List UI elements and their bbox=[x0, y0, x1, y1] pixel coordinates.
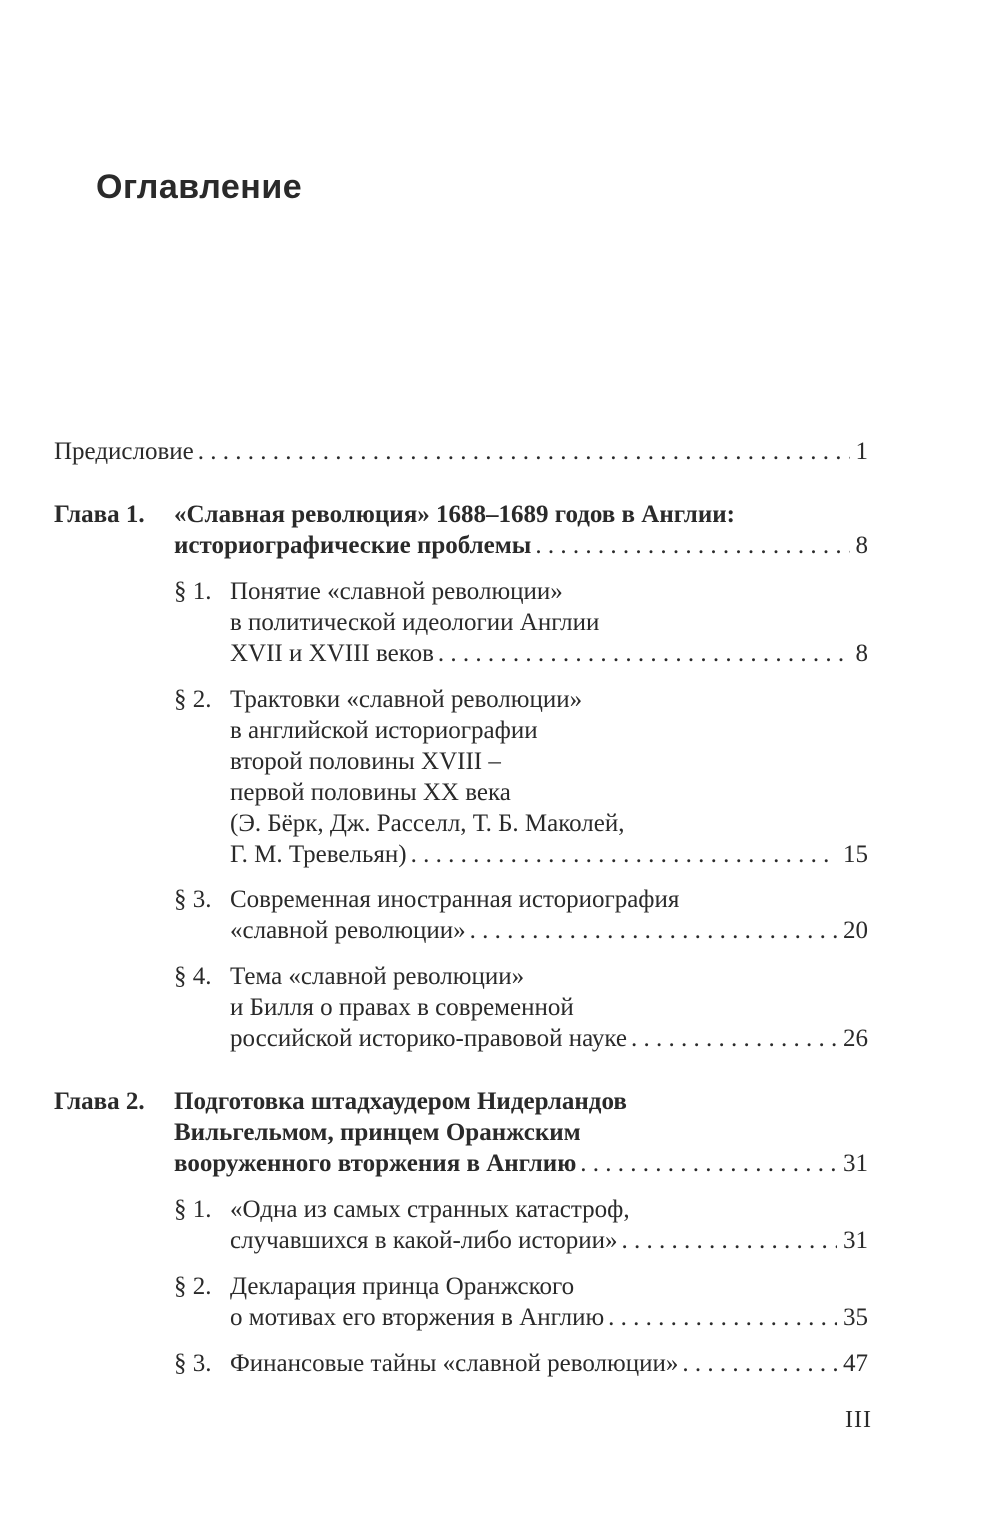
dot-leader bbox=[470, 915, 837, 946]
section-title-line[interactable]: Тема «славной революции» bbox=[230, 963, 525, 990]
toc-page-number: 26 bbox=[843, 1025, 868, 1052]
section-label: § 4. bbox=[174, 963, 212, 990]
toc-page-number: 8 bbox=[855, 640, 868, 667]
section-label: § 1. bbox=[174, 1196, 212, 1223]
dot-leader bbox=[198, 436, 850, 467]
section-title-line[interactable]: и Билля о правах в современной bbox=[230, 994, 574, 1021]
toc-page-number: 20 bbox=[843, 917, 868, 944]
section-title-last-line[interactable] bbox=[230, 915, 868, 946]
dot-leader bbox=[438, 638, 850, 669]
chapter-title-line: историографические проблемы bbox=[174, 532, 532, 559]
section-title-line[interactable]: Современная иностранная историография bbox=[230, 886, 680, 913]
section-title-line[interactable]: «Одна из самых странных катастроф, bbox=[230, 1196, 630, 1223]
toc-entry-label: Предисловие bbox=[54, 438, 194, 465]
section-label: § 3. bbox=[174, 1350, 212, 1377]
section-label: § 2. bbox=[174, 1273, 212, 1300]
dot-leader bbox=[580, 1148, 837, 1179]
chapter-title-line[interactable]: Подготовка штадхаудером Нидерландов bbox=[174, 1088, 627, 1115]
section-title-last-line[interactable] bbox=[230, 638, 868, 669]
dot-leader bbox=[535, 530, 849, 561]
section-title-line: Г. М. Тревельян) bbox=[230, 841, 407, 868]
dot-leader bbox=[608, 1302, 837, 1333]
section-title-line: случавшихся в какой-либо истории» bbox=[230, 1227, 618, 1254]
dot-leader bbox=[682, 1348, 837, 1379]
chapter-title-line[interactable]: Вильгельмом, принцем Оранжским bbox=[174, 1119, 581, 1146]
section-title-last-line[interactable] bbox=[230, 1023, 868, 1054]
toc-page-number: 47 bbox=[843, 1350, 868, 1377]
page-title: Оглавление bbox=[96, 168, 303, 206]
section-title-line[interactable]: первой половины XX века bbox=[230, 779, 511, 806]
section-title-line[interactable]: в политической идеологии Англии bbox=[230, 609, 600, 636]
section-title-line: о мотивах его вторжения в Англию bbox=[230, 1304, 605, 1331]
section-title-last-line[interactable] bbox=[230, 1225, 868, 1256]
section-title-line: «славной революции» bbox=[230, 917, 466, 944]
section-title-last-line[interactable] bbox=[230, 1302, 868, 1333]
section-label: § 2. bbox=[174, 686, 212, 713]
toc-page-number: 31 bbox=[843, 1150, 868, 1177]
section-title-line[interactable]: второй половины XVIII – bbox=[230, 748, 501, 775]
toc-page-number: 35 bbox=[843, 1304, 868, 1331]
section-title-line[interactable]: в английской историографии bbox=[230, 717, 538, 744]
section-title-line: Финансовые тайны «славной революции» bbox=[230, 1350, 679, 1377]
chapter-title-line[interactable]: «Славная революция» 1688–1689 годов в Англии: bbox=[174, 501, 735, 528]
section-title-last-line[interactable] bbox=[230, 1348, 868, 1379]
section-label: § 3. bbox=[174, 886, 212, 913]
section-title-line: российской историко-правовой науке bbox=[230, 1025, 628, 1052]
toc-page-number: 31 bbox=[843, 1227, 868, 1254]
section-title-line[interactable]: Понятие «славной революции» bbox=[230, 578, 563, 605]
page-number: III bbox=[845, 1407, 872, 1433]
toc-page-number: 8 bbox=[855, 532, 868, 559]
chapter-title-last-line[interactable] bbox=[174, 530, 868, 561]
chapter-title-last-line[interactable] bbox=[174, 1148, 868, 1179]
toc-page-number: 1 bbox=[855, 438, 868, 465]
section-title-line[interactable]: Трактовки «славной революции» bbox=[230, 686, 583, 713]
chapter-title-line: вооруженного вторжения в Англию bbox=[174, 1150, 577, 1177]
dot-leader bbox=[621, 1225, 837, 1256]
dot-leader bbox=[411, 839, 837, 870]
section-title-line: XVII и XVIII веков bbox=[230, 640, 434, 667]
section-title-last-line[interactable] bbox=[230, 839, 868, 870]
section-title-line[interactable]: (Э. Бёрк, Дж. Расселл, Т. Б. Маколей, bbox=[230, 810, 625, 837]
dot-leader bbox=[631, 1023, 837, 1054]
chapter-label: Глава 1. bbox=[54, 501, 145, 528]
toc-entry-preface[interactable] bbox=[54, 436, 868, 467]
section-title-line[interactable]: Декларация принца Оранжского bbox=[230, 1273, 575, 1300]
section-label: § 1. bbox=[174, 578, 212, 605]
toc-page-number: 15 bbox=[843, 841, 868, 868]
chapter-label: Глава 2. bbox=[54, 1088, 145, 1115]
